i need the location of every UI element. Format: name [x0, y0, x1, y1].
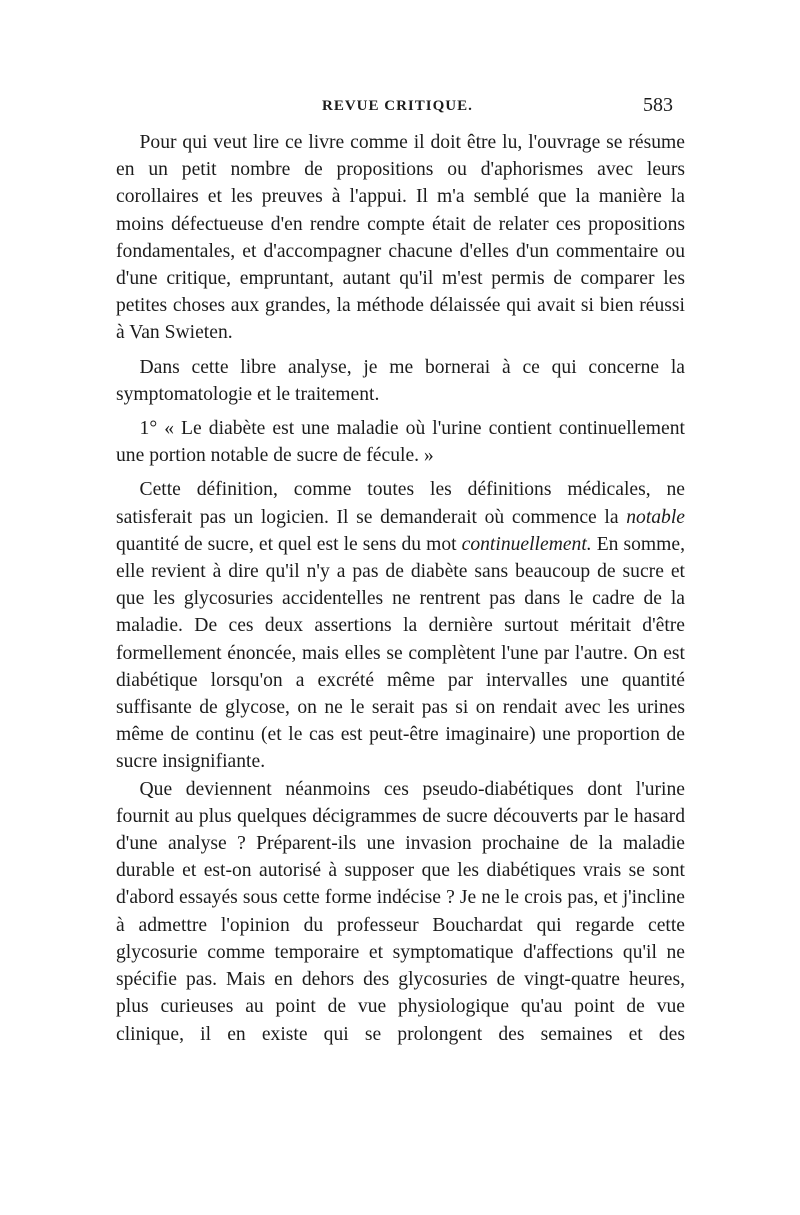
paragraph-4 — [116, 476, 685, 775]
paragraph-3: 1° « Le diabète est une maladie où l'urine contient continuellement une portion notable de sucre de fécule. » — [116, 418, 685, 467]
running-title: REVUE CRITIQUE. — [322, 98, 473, 114]
body-text — [116, 129, 685, 1048]
paragraph-1: Pour qui veut lire ce livre comme il doit être lu, l'ouvrage se résume en un petit nombre de propositions ou d'aphorismes avec leurs corollaires et les preuves à l'appui. Il m'a semblé que la manière la moins défectueuse d'en rendre compte était de relater ces propositions fondamentales, et d'accompagner chacune d'elles d'un commentaire ou d'une critique, empruntant, autant qu'il m'est permis de comparer les petites choses aux grandes, la méthode délaissée qui avait si bien réussi à Van Swieten. — [116, 132, 685, 344]
paragraph-2: Dans cette libre analyse, je me bornerai à ce qui concerne la symptomatologie et le traitement. — [116, 356, 685, 405]
paragraph-4-text-b: quantité de sucre, et quel est le sens du mot — [116, 533, 457, 555]
page-number: 583 — [643, 94, 673, 116]
paragraph-4-italic-continuellement: continuellement. — [461, 533, 592, 555]
paragraph-5: Que deviennent néanmoins ces pseudo-diabétiques dont l'urine fournit au plus quelques décigrammes de sucre découverts par le hasard d'une analyse ? Préparent-ils une invasion prochaine de la maladie durable et est-on autorisé à supposer que les diabétiques vrais se sont d'abord essayés sous cette forme indécise ? Je ne le crois pas, et j'incline à admettre l'opinion du professeur Bouchardat qui regarde cette glycosurie comme temporaire et symptomatique d'affections qu'il ne spécifie pas. Mais en dehors des glycosuries de vingt-quatre heures, plus curieuses au point de vue physiologique qu'au point de vue clinique, il en existe qui se prolongent des semaines et des — [116, 778, 685, 1045]
paragraph-4-text-c: En somme, elle revient à dire qu'il n'y a pas de diabète sans beaucoup de sucre et que les glycosuries accidentelles ne rentrent pas dans le cadre de la maladie. De ces deux assertions la dernière surtout méritait d'être formellement énoncée, mais elles se complètent l'une par l'autre. On est diabétique lorsqu'on a excrété même par intervalles une quantité suffisante de glycose, on ne le serait pas si on rendait avec les urines même de continu (et le cas est peut-être imaginaire) une proportion de sucre insignifiante. — [116, 533, 685, 773]
paragraph-4-italic-notable: notable — [626, 506, 685, 528]
paragraph-4-text-a: Cette définition, comme toutes les définitions médicales, ne satisferait pas un logicien. Il se demanderait où commence la — [116, 479, 685, 528]
